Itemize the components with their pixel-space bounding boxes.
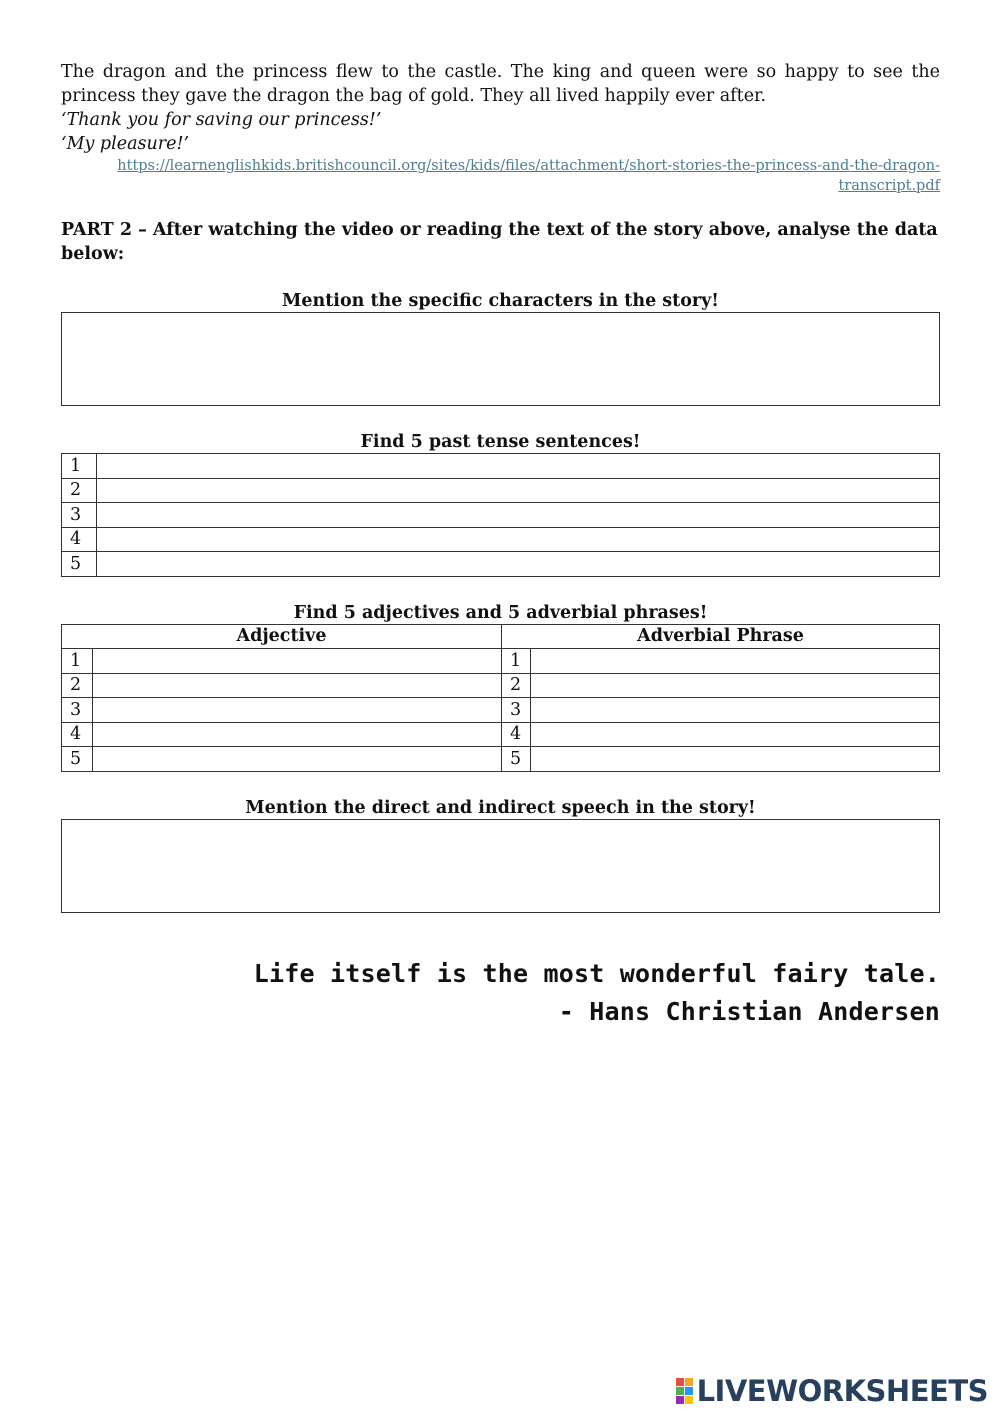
row-number: 2 <box>502 673 531 698</box>
table-row <box>62 673 940 698</box>
past-tense-table <box>61 453 940 577</box>
table-header-row <box>62 624 940 649</box>
table-row <box>62 527 940 552</box>
adverbial-column-header: Adverbial Phrase <box>502 624 940 649</box>
table-row <box>62 722 940 747</box>
table-row <box>62 478 940 503</box>
answer-cell[interactable] <box>97 527 940 552</box>
adverbial-cell[interactable] <box>531 698 940 723</box>
quote-author: - Hans Christian Andersen <box>558 997 940 1026</box>
row-number: 5 <box>62 552 97 577</box>
adverbial-cell[interactable] <box>531 673 940 698</box>
table-row <box>62 503 940 528</box>
row-number: 1 <box>62 454 97 479</box>
liveworksheets-logo-text: LIVEWORKSHEETS <box>696 1374 988 1408</box>
table-row <box>62 649 940 674</box>
row-number: 1 <box>62 649 93 674</box>
row-number: 4 <box>62 527 97 552</box>
adjective-cell[interactable] <box>93 673 502 698</box>
adjective-cell[interactable] <box>93 747 502 772</box>
characters-heading: Mention the specific characters in the story! <box>282 291 719 311</box>
row-number: 5 <box>502 747 531 772</box>
worksheet-page <box>61 60 940 913</box>
row-number: 4 <box>502 722 531 747</box>
answer-cell[interactable] <box>97 552 940 577</box>
adjective-column-header: Adjective <box>62 624 502 649</box>
table-row <box>62 698 940 723</box>
source-link-line2[interactable]: transcript.pdf <box>838 178 940 194</box>
source-link[interactable] <box>61 156 940 196</box>
liveworksheets-logo-icon <box>676 1378 693 1404</box>
story-quote-pleasure: ‘My pleasure!’ <box>61 134 190 154</box>
adjectives-adverbials-table <box>61 624 940 772</box>
adverbial-cell[interactable] <box>531 722 940 747</box>
row-number: 5 <box>62 747 93 772</box>
adjectives-heading: Find 5 adjectives and 5 adverbial phrases! <box>293 602 708 623</box>
table-row <box>62 747 940 772</box>
adverbial-cell[interactable] <box>531 747 940 772</box>
row-number: 3 <box>502 698 531 723</box>
row-number: 3 <box>62 503 97 528</box>
row-number: 2 <box>62 673 93 698</box>
characters-answer-box[interactable] <box>61 312 940 406</box>
row-number: 2 <box>62 478 97 503</box>
speech-answer-box[interactable] <box>61 819 940 913</box>
story-paragraph: The dragon and the princess flew to the castle. The king and queen were so happy to see the princess they gave the dragon the bag of gold. They all lived happily ever after. <box>61 62 940 106</box>
table-row <box>62 454 940 479</box>
row-number: 3 <box>62 698 93 723</box>
past-tense-heading: Find 5 past tense sentences! <box>360 432 641 452</box>
answer-cell[interactable] <box>97 454 940 479</box>
speech-heading: Mention the direct and indirect speech in the story! <box>245 797 756 818</box>
adjective-cell[interactable] <box>93 649 502 674</box>
quote-text: Life itself is the most wonderful fairy tale. <box>253 959 940 988</box>
adjective-cell[interactable] <box>93 722 502 747</box>
answer-cell[interactable] <box>97 503 940 528</box>
author-quote <box>254 955 940 1031</box>
row-number: 4 <box>62 722 93 747</box>
liveworksheets-logo <box>676 1374 988 1408</box>
source-link-line1[interactable]: https://learnenglishkids.britishcouncil.org/sites/kids/files/attachment/short-stories-the-princess-and-the-dragon- <box>117 158 940 174</box>
story-quote-thanks: ‘Thank you for saving our princess!’ <box>61 110 382 130</box>
adverbial-cell[interactable] <box>531 649 940 674</box>
row-number: 1 <box>502 649 531 674</box>
adjective-cell[interactable] <box>93 698 502 723</box>
answer-cell[interactable] <box>97 478 940 503</box>
part2-instructions: PART 2 – After watching the video or reading the text of the story above, analyse the data below: <box>61 220 938 264</box>
table-row <box>62 552 940 577</box>
